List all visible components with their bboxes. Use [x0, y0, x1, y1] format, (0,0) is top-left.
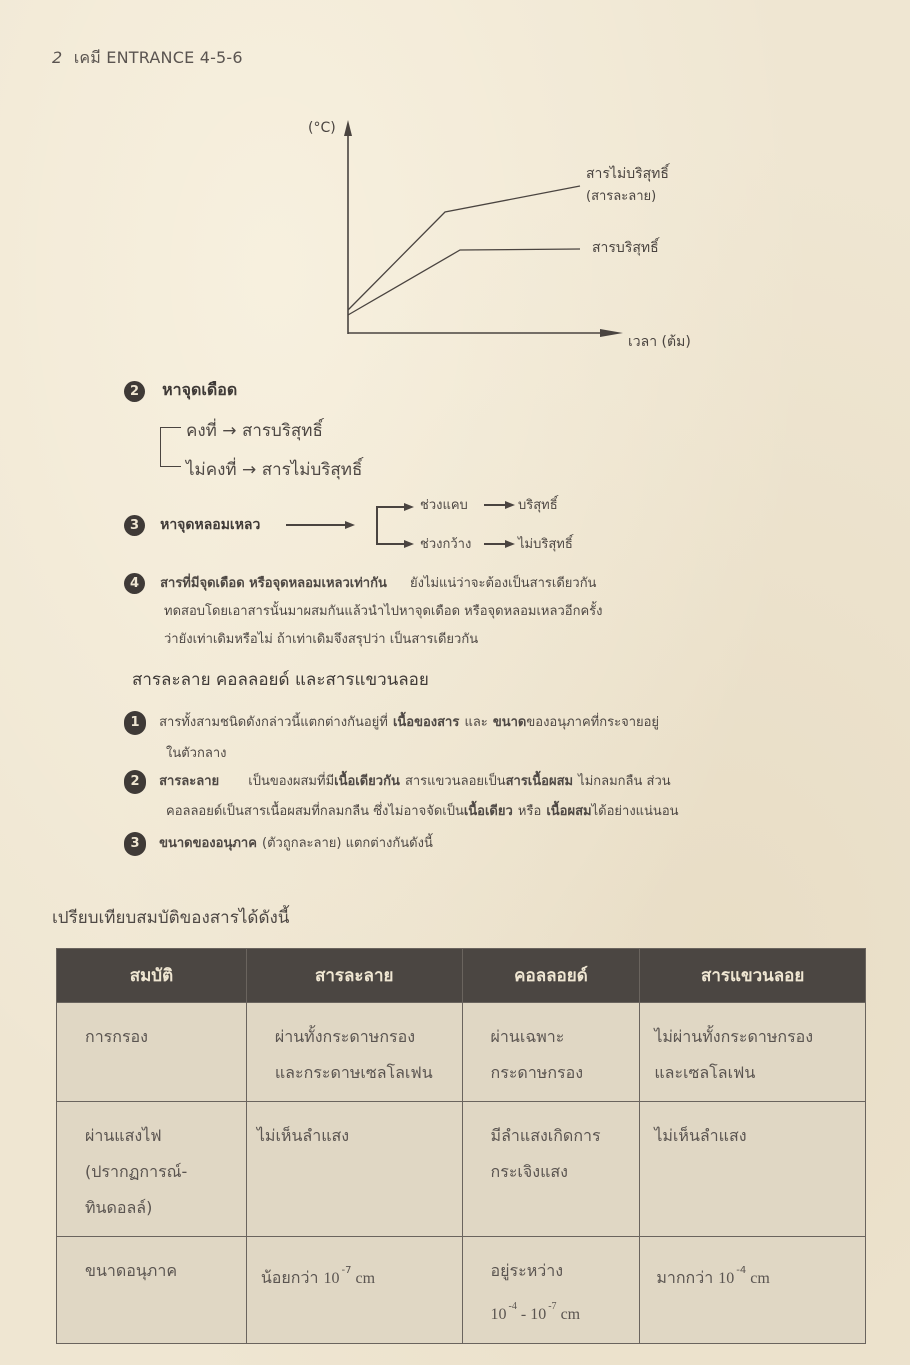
step-4-line3: ว่ายังเท่าเดิมหรือไม่ ถ้าเท่าเดิมจึงสรุปว่า เป็นสารเดียวกัน	[164, 632, 479, 647]
result-label: สารบริสุทธิ์	[241, 421, 323, 441]
heating-curve-chart	[300, 110, 720, 360]
cell-line: ไม่เห็นลำแสง	[654, 1126, 747, 1145]
branch-constant	[186, 417, 323, 444]
unit: cm	[750, 1270, 770, 1287]
table-header-row	[57, 949, 866, 1003]
exponent: -7	[341, 1265, 352, 1276]
connector-line	[286, 524, 346, 526]
cell-solution	[246, 1003, 462, 1102]
branch-not-constant	[186, 456, 362, 483]
bracket	[160, 427, 181, 467]
cell-property	[57, 1003, 247, 1102]
page-header	[52, 46, 243, 71]
cell-line: ผ่านเฉพาะ	[490, 1027, 565, 1046]
cell-property	[57, 1237, 247, 1344]
cell-colloid	[462, 1237, 640, 1344]
arrow-right-icon	[404, 503, 414, 511]
point-3	[124, 832, 844, 856]
text-segment: สารแขวนลอยเป็น	[404, 774, 506, 789]
arrow-right-icon	[345, 521, 355, 529]
arrow-right-icon	[404, 540, 414, 548]
arrow-icon: →	[222, 421, 237, 441]
cell-line: ไม่เห็นลำแสง	[256, 1126, 350, 1145]
cell-line: ผ่านแสงไฟ	[85, 1126, 162, 1145]
bold-segment: ขนาดของอนุภาค	[159, 836, 257, 851]
arrow-right-icon	[505, 540, 515, 548]
cell-colloid	[462, 1102, 640, 1237]
page-number: 2	[52, 48, 63, 67]
step-4	[124, 572, 844, 594]
header-colloid: คอลลอยด์	[462, 949, 640, 1003]
impure-label: สารไม่บริสุทธิ์	[586, 166, 669, 182]
header-suspension: สารแขวนลอย	[640, 949, 866, 1003]
range	[491, 1289, 640, 1333]
header-solution: สารละลาย	[246, 949, 462, 1003]
text-segment: ไม่กลมกลืน ส่วน	[578, 774, 671, 789]
impure-sublabel: (สารละลาย)	[586, 189, 657, 204]
cell-line: ผ่านทั้งกระดาษกรอง	[274, 1027, 416, 1046]
condition-label: ไม่คงที่	[186, 460, 237, 480]
text-segment: สารทั้งสามชนิดดังกล่าวนี้แตกต่างกันอยู่ที่	[159, 715, 388, 730]
section-heading: สารละลาย คอลลอยด์ และสารแขวนลอย	[132, 670, 429, 690]
bold-segment: เนื้อเดียวกัน	[334, 774, 400, 789]
bracket-top	[376, 506, 406, 508]
step-3	[124, 514, 260, 536]
point-2-line2	[166, 800, 866, 821]
cell-line: ทินดอลล์)	[85, 1198, 153, 1217]
comparison-intro: เปรียบเทียบสมบัติของสารได้ดังนี้	[52, 908, 290, 928]
point-2	[124, 770, 864, 794]
step-title: หาจุดหลอมเหลว	[160, 517, 261, 533]
separator: -	[520, 1306, 527, 1323]
step-4-line2: ทดสอบโดยเอาสารนั้นมาผสมกันแล้วนำไปหาจุดเดือด หรือจุดหลอมเหลวอีกครั้ง	[164, 604, 603, 619]
text-segment: เป็นของผสมที่มี	[248, 774, 335, 789]
exponent: -7	[548, 1301, 557, 1312]
exponent: -4	[508, 1301, 517, 1312]
arrow-icon: →	[242, 460, 257, 480]
text-segment: ได้อย่างแน่นอน	[591, 804, 679, 819]
header-property: สมบัติ	[57, 949, 247, 1003]
cell-property	[57, 1102, 247, 1237]
condition-label: คงที่	[186, 421, 217, 441]
impure-substance-line	[348, 186, 580, 310]
cell-suspension	[640, 1237, 866, 1344]
wide-range: ช่วงกว้าง	[420, 537, 472, 552]
unit: cm	[355, 1270, 376, 1287]
comparison-table	[56, 948, 866, 1344]
cell-solution	[246, 1102, 462, 1237]
bold-segment: สารเนื้อผสม	[505, 774, 574, 789]
y-axis-label: (°C)	[308, 120, 336, 136]
step-number-badge: 2	[124, 381, 145, 402]
point-number-badge: 2	[124, 770, 146, 794]
heating-curve-svg	[300, 110, 720, 360]
table-row	[57, 1003, 866, 1102]
cell-line: กระดาษกรอง	[490, 1063, 584, 1082]
point-1-line2: ในตัวกลาง	[166, 746, 227, 761]
point-number-badge: 3	[124, 832, 146, 856]
prefix: มากกว่า	[656, 1268, 714, 1287]
cell-suspension	[640, 1102, 866, 1237]
base: 10	[530, 1306, 547, 1323]
step-number-badge: 4	[124, 573, 145, 594]
x-axis-arrow-icon	[600, 329, 623, 337]
bold-segment: สารละลาย	[159, 774, 220, 789]
connector-line	[484, 543, 506, 545]
arrow-right-icon	[505, 501, 515, 509]
text-segment: และ	[464, 715, 488, 730]
table-row	[57, 1102, 866, 1237]
point-number-badge: 1	[124, 711, 146, 735]
bracket-bottom	[376, 543, 406, 545]
bold-segment: เนื้อของสาร	[392, 715, 460, 730]
cell-line: ไม่ผ่านทั้งกระดาษกรอง	[654, 1027, 814, 1046]
bold-segment: เนื้อเดียว	[463, 804, 513, 819]
y-axis-arrow-icon	[344, 120, 352, 136]
cell-colloid	[462, 1003, 640, 1102]
point-1	[124, 711, 844, 735]
cell-line: กระเจิงแสง	[490, 1162, 568, 1181]
x-axis-label: เวลา (ต้ม)	[628, 334, 691, 350]
step-title: หาจุดเดือด	[162, 380, 238, 399]
bold-segment: ขนาด	[492, 715, 527, 730]
unit: cm	[560, 1306, 581, 1323]
narrow-range: ช่วงแคบ	[420, 498, 468, 513]
cell-text: การกรอง	[85, 1027, 148, 1046]
cell-text: ขนาดอนุภาค	[85, 1261, 178, 1280]
prefix: อยู่ระหว่าง	[490, 1261, 564, 1280]
bracket-vertical	[376, 506, 378, 544]
step-4-rest: ยังไม่แน่ว่าจะต้องเป็นสารเดียวกัน	[409, 576, 597, 591]
step-2	[124, 378, 237, 403]
base: 10	[718, 1270, 735, 1287]
cell-line: และกระดาษเซลโลเฟน	[274, 1063, 433, 1082]
cell-line: และเซลโลเฟน	[654, 1063, 756, 1082]
book-title: เคมี ENTRANCE 4-5-6	[73, 48, 243, 67]
pure-label: สารบริสุทธิ์	[592, 240, 659, 256]
bold-segment: เนื้อผสม	[546, 804, 592, 819]
text-segment: หรือ	[517, 804, 542, 819]
impure-result: ไม่บริสุทธิ์	[518, 537, 573, 552]
text-segment: (ตัวถูกละลาย) แตกต่างกันดังนี้	[262, 836, 433, 851]
step-number-badge: 3	[124, 515, 145, 536]
prefix: น้อยกว่า	[260, 1268, 319, 1287]
step-4-bold: สารที่มีจุดเดือด หรือจุดหลอมเหลวเท่ากัน	[160, 576, 387, 591]
base: 10	[490, 1306, 507, 1323]
connector-line	[484, 504, 506, 506]
cell-suspension	[640, 1003, 866, 1102]
cell-line: มีลำแสงเกิดการ	[490, 1126, 601, 1145]
result-label: สารไม่บริสุทธิ์	[261, 460, 363, 480]
pure-substance-line	[348, 249, 580, 315]
cell-solution	[246, 1237, 462, 1344]
cell-line: (ปรากฏการณ์-	[85, 1162, 188, 1181]
text-segment: คอลลอยด์เป็นสารเนื้อผสมที่กลมกลืน ซึ่งไม่อาจจัดเป็น	[166, 804, 464, 819]
table-row	[57, 1237, 866, 1344]
exponent: -4	[736, 1265, 747, 1276]
pure-result: บริสุทธิ์	[518, 498, 558, 513]
text-segment: ของอนุภาคที่กระจายอยู่	[526, 715, 660, 730]
base: 10	[323, 1270, 340, 1287]
